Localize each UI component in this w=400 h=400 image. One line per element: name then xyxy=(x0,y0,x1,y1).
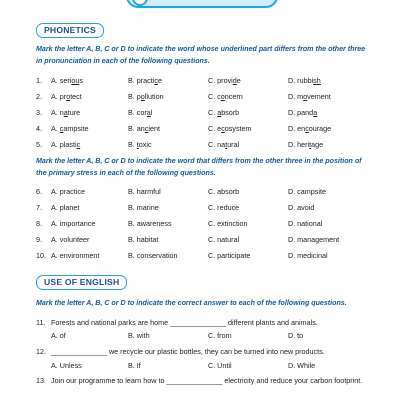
option-b[interactable]: B. toxic xyxy=(128,140,152,149)
underlined-part: t xyxy=(136,140,139,149)
question-number: 11. xyxy=(36,318,46,327)
option-b[interactable]: B. habitat xyxy=(128,235,159,244)
question-number: 4. xyxy=(36,124,42,133)
option-c[interactable]: C. natural xyxy=(208,140,240,149)
phonetics-question-row xyxy=(36,75,366,87)
option-c[interactable]: C. ecosystem xyxy=(208,124,252,133)
question-11 xyxy=(36,317,366,328)
underlined-part: o xyxy=(66,92,71,101)
option-a[interactable]: A. campsite xyxy=(51,124,89,133)
option-a[interactable]: A. plastic xyxy=(51,140,81,149)
stress-question-row xyxy=(36,234,366,246)
option-a[interactable]: A. Unless xyxy=(51,361,82,370)
option-d[interactable]: D. panda xyxy=(288,108,318,117)
option-c[interactable]: C. from xyxy=(208,331,232,340)
english-instruction: Mark the letter A, B, C or D to indicate the correct answer to each of the following questions. xyxy=(36,299,347,307)
underlined-part: o xyxy=(140,92,145,101)
option-b[interactable]: B. marine xyxy=(128,203,159,212)
question-number: 1. xyxy=(36,76,42,85)
phonetics-question-row xyxy=(36,139,366,151)
phonetics-question-row xyxy=(36,123,366,135)
option-b[interactable]: B. awareness xyxy=(128,219,172,228)
option-b[interactable]: B. pollution xyxy=(128,92,164,101)
underlined-part: o xyxy=(303,92,308,101)
underlined-part: c xyxy=(144,124,149,133)
option-d[interactable]: D. national xyxy=(288,219,323,228)
underlined-part: t xyxy=(225,140,228,149)
underlined-part: a xyxy=(313,108,318,117)
question-number: 12. xyxy=(36,347,46,356)
underlined-part: a xyxy=(217,108,222,117)
option-d[interactable]: D. management xyxy=(288,235,340,244)
phonetics-heading: PHONETICS xyxy=(36,23,104,38)
option-a[interactable]: A. protect xyxy=(51,92,82,101)
option-a[interactable]: A. volunteer xyxy=(51,235,90,244)
option-c[interactable]: C. absorb xyxy=(208,108,240,117)
option-d[interactable]: D. campsite xyxy=(288,187,326,196)
underlined-part: c xyxy=(221,124,225,133)
phonetics-question-row xyxy=(36,91,366,103)
use-of-english-heading: USE OF ENGLISH xyxy=(36,275,127,290)
phonetics-instruction: Mark the letter A, B, C or D to indicate the word whose underlined part differs from the other three in pronunciation in each of the following questions. xyxy=(36,45,366,65)
option-d[interactable]: D. rubbish xyxy=(288,76,321,85)
underlined-part: t xyxy=(309,140,312,149)
underlined-part: sh xyxy=(313,76,321,85)
underlined-part: c xyxy=(154,76,158,85)
option-b[interactable]: B. coral xyxy=(128,108,153,117)
option-d[interactable]: D. encourage xyxy=(288,124,332,133)
stress-question-row xyxy=(36,250,366,262)
question-number: 9. xyxy=(36,235,42,244)
option-c[interactable]: C. absorb xyxy=(208,187,240,196)
option-d[interactable]: D. avoid xyxy=(288,203,315,212)
option-d[interactable]: D. to xyxy=(288,331,304,340)
question-11-options xyxy=(36,330,366,341)
page-top-tab xyxy=(126,0,278,8)
option-b[interactable]: B. harmful xyxy=(128,187,161,196)
question-number: 8. xyxy=(36,219,42,228)
option-c[interactable]: C. provide xyxy=(208,76,241,85)
option-c[interactable]: C. Until xyxy=(208,361,232,370)
question-number: 3. xyxy=(36,108,42,117)
question-number: 2. xyxy=(36,92,42,101)
option-b[interactable]: B. conservation xyxy=(128,251,178,260)
question-text: Join our programme to learn how to ______________ electricity and reduce your carbon footprint. xyxy=(51,376,363,385)
question-text: ______________ we recycle our plastic bottles, they can be turned into new products. xyxy=(51,347,325,356)
option-d[interactable]: D. heritage xyxy=(288,140,324,149)
question-12 xyxy=(36,346,366,357)
option-a[interactable]: A. nature xyxy=(51,108,81,117)
option-a[interactable]: A. of xyxy=(51,331,66,340)
question-text: Forests and national parks are home ______________ different plants and animals. xyxy=(51,318,318,327)
question-12-options xyxy=(36,360,366,371)
option-a[interactable]: A. practice xyxy=(51,187,85,196)
option-a[interactable]: A. serious xyxy=(51,76,83,85)
underlined-part: a xyxy=(146,108,151,117)
option-c[interactable]: C. reduce xyxy=(208,203,240,212)
phonetics-question-row xyxy=(36,107,366,119)
option-b[interactable]: B. with xyxy=(128,331,150,340)
option-b[interactable]: B. ancient xyxy=(128,124,160,133)
underlined-part: a xyxy=(63,108,68,117)
option-a[interactable]: A. environment xyxy=(51,251,100,260)
underlined-part: c xyxy=(305,124,309,133)
option-c[interactable]: C. natural xyxy=(208,235,240,244)
stress-question-row xyxy=(36,186,366,198)
option-c[interactable]: C. participate xyxy=(208,251,251,260)
underlined-part: c xyxy=(59,124,64,133)
option-a[interactable]: A. planet xyxy=(51,203,80,212)
option-d[interactable]: D. While xyxy=(288,361,316,370)
option-a[interactable]: A. importance xyxy=(51,219,96,228)
underlined-part: o xyxy=(220,92,225,101)
question-number: 10. xyxy=(36,251,46,260)
option-b[interactable]: B. practice xyxy=(128,76,162,85)
stress-question-row xyxy=(36,202,366,214)
stress-question-row xyxy=(36,218,366,230)
option-b[interactable]: B. If xyxy=(128,361,141,370)
underlined-part: c xyxy=(76,140,81,149)
option-c[interactable]: C. concern xyxy=(208,92,243,101)
option-d[interactable]: D. medicinal xyxy=(288,251,328,260)
question-number: 5. xyxy=(36,140,42,149)
underlined-part: d xyxy=(232,76,237,85)
underlined-part: ou xyxy=(71,76,80,85)
option-c[interactable]: C. extinction xyxy=(208,219,248,228)
question-13 xyxy=(36,375,366,399)
question-number: 13. xyxy=(36,376,46,385)
stress-instruction: Mark the letter A, B, C or D to indicate the word that differs from the other three in the position of the primary stress in each of the following questions. xyxy=(36,157,362,177)
question-number: 6. xyxy=(36,187,42,196)
question-number: 7. xyxy=(36,203,42,212)
option-d[interactable]: D. movement xyxy=(288,92,331,101)
